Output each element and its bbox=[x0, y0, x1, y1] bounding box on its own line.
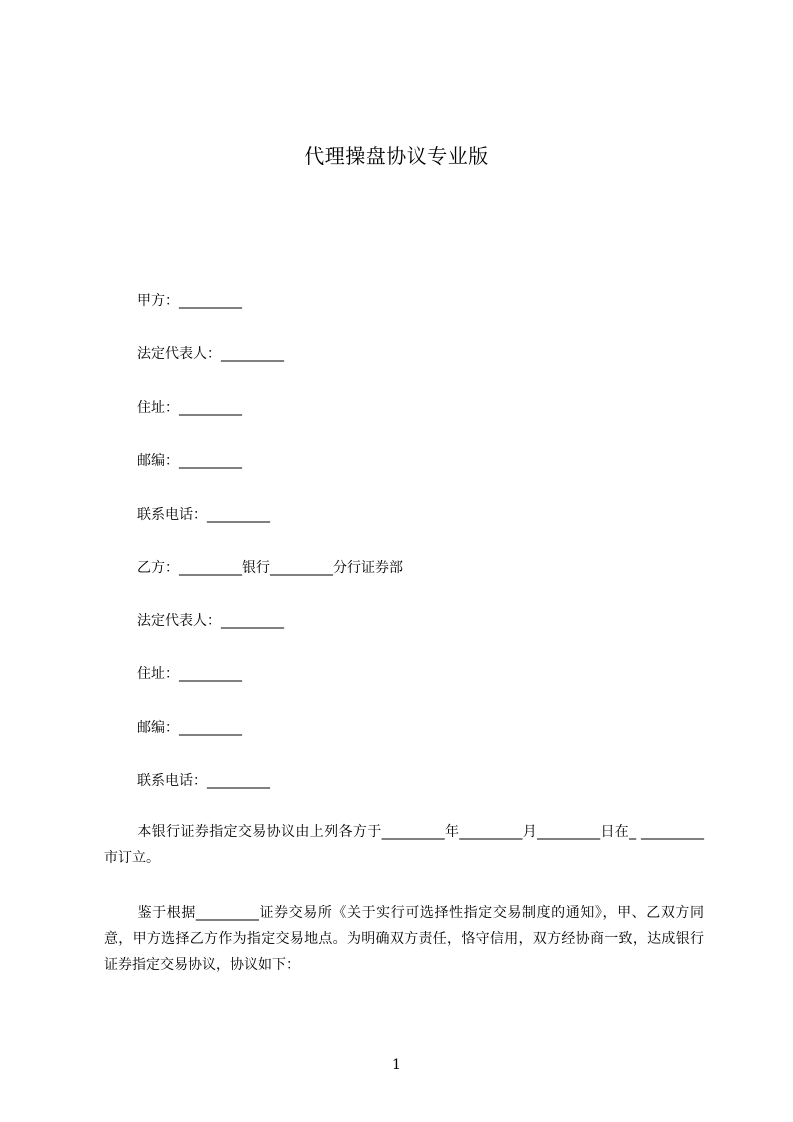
party-b-address-field: 住址：_________ bbox=[137, 666, 242, 682]
agreement-paragraph-2-text: 鉴于根据_________证券交易所《关于实行可选择性指定交易制度的通知》，甲、乙双方同意，甲方选择乙方作为指定交易地点。为明确双方责任，恪守信用，双方经协商一致，达成银行证券指定交易协议，协议如下： bbox=[104, 905, 704, 973]
agreement-paragraph-1-text: 本银行证券指定交易协议由上列各方于_________年_________月_________日在_ _________市订立。 bbox=[104, 824, 704, 866]
party-b-phone-field: 联系电话：_________ bbox=[137, 773, 270, 789]
agreement-paragraph-1 bbox=[104, 819, 704, 871]
agreement-paragraph-2 bbox=[104, 900, 704, 978]
party-b-legal-rep-field: 法定代表人：_________ bbox=[137, 613, 284, 629]
party-b-postcode-field: 邮编：_________ bbox=[137, 720, 242, 736]
page-title: 代理操盘协议专业版 bbox=[304, 144, 489, 168]
party-b-name-field: 乙方：_________银行_________分行证券部 bbox=[137, 560, 403, 576]
party-a-postcode-field: 邮编：_________ bbox=[137, 453, 242, 469]
party-a-legal-rep-field: 法定代表人：_________ bbox=[137, 346, 284, 362]
party-a-phone-field: 联系电话：_________ bbox=[137, 507, 270, 523]
party-a-name-field: 甲方：_________ bbox=[137, 293, 242, 309]
page-number: 1 bbox=[392, 1057, 401, 1073]
party-a-address-field: 住址：_________ bbox=[137, 400, 242, 416]
